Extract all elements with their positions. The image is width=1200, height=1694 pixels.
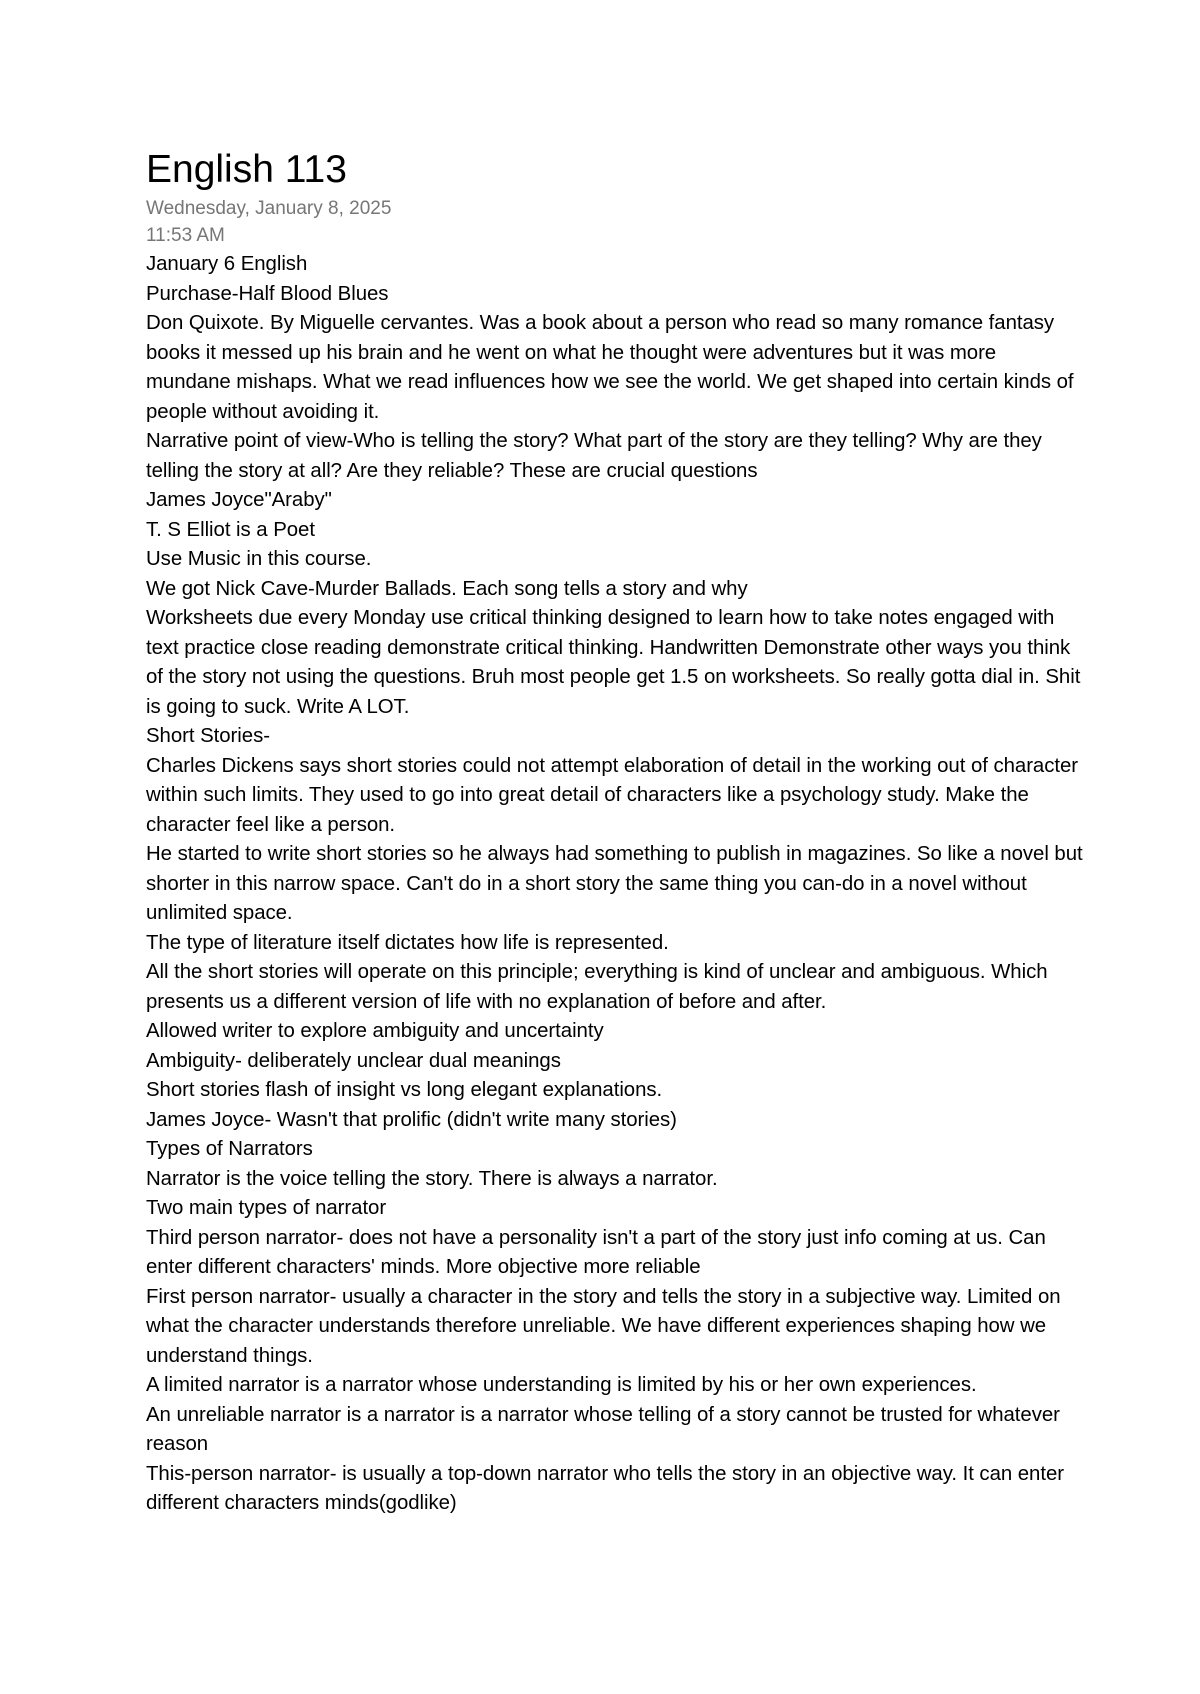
note-paragraph: James Joyce"Araby" xyxy=(146,489,332,511)
note-paragraph: January 6 English xyxy=(146,253,308,275)
note-title: English 113 xyxy=(146,148,347,191)
note-paragraph: We got Nick Cave-Murder Ballads. Each song tells a story and why xyxy=(146,577,748,600)
note-paragraph: Allowed writer to explore ambiguity and uncertainty xyxy=(146,1020,604,1042)
note-paragraph: Short stories flash of insight vs long elegant explanations. xyxy=(146,1079,663,1101)
note-paragraph: T. S Elliot is a Poet xyxy=(146,518,315,541)
note-paragraph: All the short stories will operate on this principle; everything is kind of unclear and ambiguous. Which presents us a different version of life with no explanation of before and after. xyxy=(146,961,1048,1013)
note-paragraph: Don Quixote. By Miguelle cervantes. Was a book about a person who read so many romance fantasy books it messed up his brain and he went on what he thought were adventures but it was more mundane mishaps. What we read influences how we see the world. We get shaped into certain kinds of people without avoiding it. xyxy=(146,312,1074,423)
note-page xyxy=(146,145,1086,1519)
note-paragraph: This-person narrator- is usually a top-down narrator who tells the story in an objective way. It can enter different characters minds(godlike) xyxy=(146,1462,1064,1514)
note-time: 11:53 AM xyxy=(146,225,225,246)
note-paragraph: Narrative point of view-Who is telling the story? What part of the story are they telling? Why are they telling the story at all? Are they reliable? These are crucial questions xyxy=(146,430,1042,482)
note-paragraph: Use Music in this course. xyxy=(146,548,372,570)
note-paragraph: James Joyce- Wasn't that prolific (didn't write many stories) xyxy=(146,1108,677,1131)
note-paragraph: First person narrator- usually a character in the story and tells the story in a subjective way. Limited on what the character understands therefore unreliable. We have different experiences shaping how we understand things. xyxy=(146,1285,1061,1367)
note-date: Wednesday, January 8, 2025 xyxy=(146,198,392,219)
note-body xyxy=(146,250,1086,1519)
note-paragraph: Purchase-Half Blood Blues xyxy=(146,282,389,305)
note-paragraph: Ambiguity- deliberately unclear dual meanings xyxy=(146,1049,561,1072)
note-paragraph: Third person narrator- does not have a personality isn't a part of the story just info coming at us. Can enter different characters' minds. More objective more reliable xyxy=(146,1226,1046,1278)
note-paragraph: An unreliable narrator is a narrator is a narrator whose telling of a story cannot be trusted for whatever reason xyxy=(146,1403,1060,1455)
note-paragraph: Short Stories- xyxy=(146,725,270,747)
note-paragraph: Types of Narrators xyxy=(146,1138,313,1160)
note-paragraph: Two main types of narrator xyxy=(146,1197,387,1219)
note-paragraph: Narrator is the voice telling the story. There is always a narrator. xyxy=(146,1167,718,1190)
note-paragraph: Worksheets due every Monday use critical thinking designed to learn how to take notes engaged with text practice close reading demonstrate critical thinking. Handwritten Demonstrate other ways you think of the story not using the questions. Bruh most people get 1.5 on worksheets. So really gotta dial in. Shit is going to suck. Write A LOT. xyxy=(146,607,1081,718)
note-paragraph: He started to write short stories so he always had something to publish in magazines. So like a novel but shorter in this narrow space. Can't do in a short story the same thing you can-do in a novel without unlimited space. xyxy=(146,843,1083,924)
note-paragraph: The type of literature itself dictates how life is represented. xyxy=(146,931,669,954)
note-paragraph: A limited narrator is a narrator whose understanding is limited by his or her own experiences. xyxy=(146,1374,977,1396)
note-paragraph: Charles Dickens says short stories could not attempt elaboration of detail in the working out of character within such limits. They used to go into great detail of characters like a psychology study. Make the character feel like a person. xyxy=(146,754,1079,836)
